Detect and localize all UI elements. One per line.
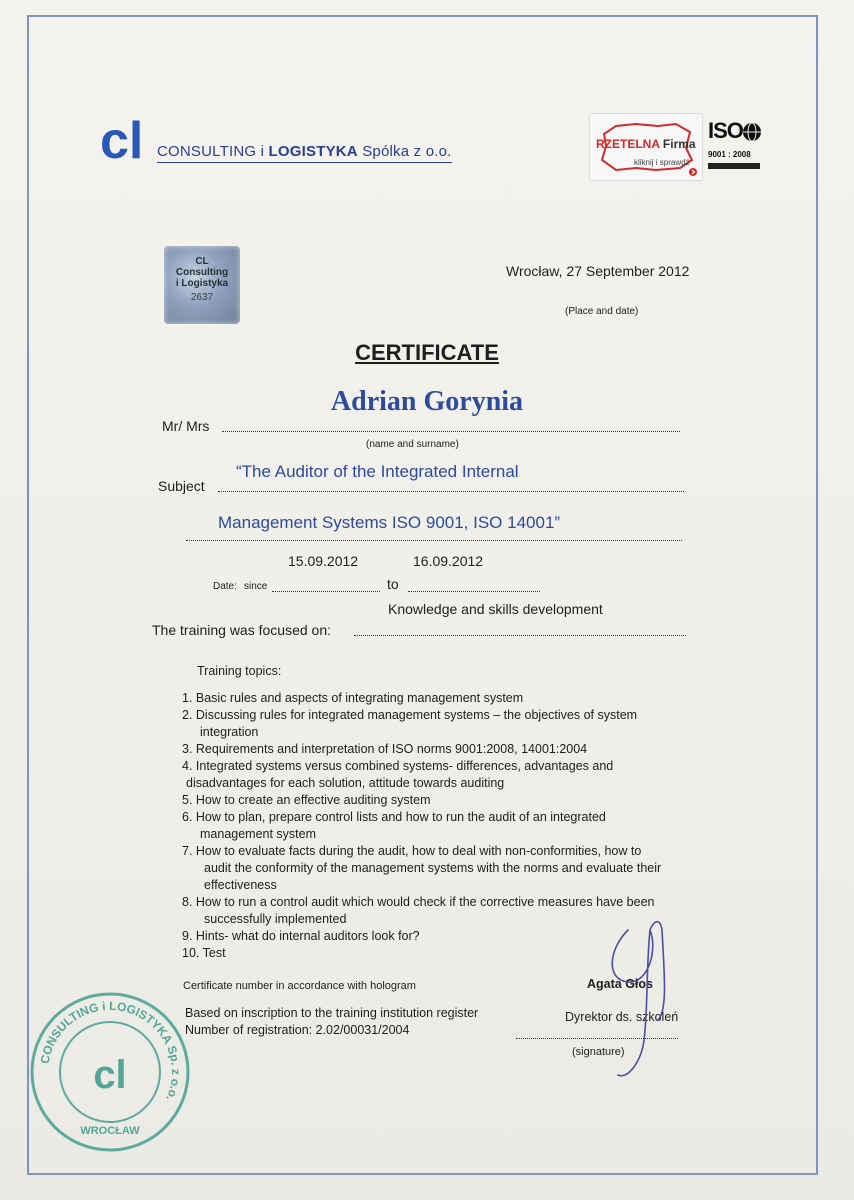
- iso-bar: [708, 163, 760, 169]
- date-to-label: to: [387, 576, 399, 592]
- list-item: audit the conformity of the management systems with the norms and evaluate their: [204, 861, 662, 875]
- focus-label: The training was focused on:: [152, 622, 331, 638]
- rzetelna-subtitle: kliknij i sprawdź: [634, 158, 690, 167]
- list-item: 1. Basic rules and aspects of integrating management system: [182, 691, 524, 705]
- signer-name: Agata Głos: [587, 977, 653, 991]
- hologram-line: CL: [195, 256, 209, 267]
- place-and-date: Wrocław, 27 September 2012: [506, 263, 690, 279]
- list-item: 10. Test: [182, 946, 226, 960]
- certificate-title: CERTIFICATE: [355, 340, 499, 365]
- date-since-label: since: [244, 581, 268, 592]
- globe-icon: [742, 122, 762, 142]
- date-from: 15.09.2012: [288, 553, 359, 569]
- date-label: Date:: [213, 581, 237, 592]
- hologram-line: Consulting: [175, 267, 229, 278]
- list-item: 6. How to plan, prepare control lists and how to run the audit of an integrated: [182, 810, 606, 824]
- company-name-part: LOGISTYKA: [268, 143, 358, 160]
- list-item: 5. How to create an effective auditing system: [182, 793, 431, 807]
- company-name-part: CONSULTING: [157, 143, 257, 160]
- list-item: integration: [200, 725, 259, 739]
- hologram-note: Certificate number in accordance with hologram: [183, 980, 416, 992]
- hologram-number: 2637: [190, 292, 214, 303]
- handwritten-signature: [598, 910, 678, 1090]
- hologram-line: i Logistyka: [175, 278, 229, 289]
- list-item: 4. Integrated systems versus combined systems- differences, advantages and: [182, 759, 614, 773]
- place-and-date-label: (Place and date): [565, 306, 639, 317]
- stamp-city: WROCŁAW: [80, 1125, 140, 1137]
- subject-line2: Management Systems ISO 9001, ISO 14001”: [218, 513, 561, 532]
- company-name-part: Spólka z o.o.: [362, 143, 452, 160]
- rzetelna-title: RZETELNA Firma: [596, 137, 696, 151]
- list-item: effectiveness: [204, 878, 277, 892]
- list-item: successfully implemented: [204, 912, 347, 926]
- date-to: 16.09.2012: [413, 553, 484, 569]
- company-logo-text: cl: [100, 112, 144, 168]
- recipient-name: Adrian Gorynia: [330, 386, 524, 417]
- company-name-part: i: [260, 143, 265, 160]
- red-arrow-icon: [689, 168, 697, 176]
- list-item: 8. How to run a control audit which would check if the corrective measures have been: [182, 895, 655, 909]
- list-item: 3. Requirements and interpretation of ISO norms 9001:2008, 14001:2004: [182, 742, 588, 756]
- register-line1: Based on inscription to the training institution register: [185, 1006, 479, 1020]
- stamp-ring-text: CONSULTING i LOGISTYKA Sp. z o.o.: [37, 998, 184, 1104]
- iso-certification-badge: [708, 118, 764, 174]
- iso-year: 9001 : 2008: [708, 150, 751, 159]
- signature-label: (signature): [572, 1046, 625, 1058]
- company-logo-icon: [100, 112, 148, 168]
- subject-label: Subject: [158, 478, 205, 494]
- subject-dotted-line2: [186, 539, 682, 541]
- list-item: 2. Discussing rules for integrated management systems – the objectives of system: [182, 708, 638, 722]
- subject-dotted-line1: [218, 490, 684, 492]
- focus-dotted-line: [354, 634, 686, 636]
- iso-title: ISO: [708, 118, 743, 143]
- stamp-center-logo: cl: [93, 1053, 127, 1097]
- register-line2: Number of registration: 2.02/00031/2004: [185, 1023, 410, 1037]
- date-from-dotted-line: [272, 590, 380, 592]
- date-to-dotted-line: [408, 590, 540, 592]
- company-stamp-icon: [26, 988, 194, 1156]
- list-item: disadvantages for each solution, attitude towards auditing: [186, 776, 505, 790]
- hologram-sticker: [164, 246, 240, 324]
- recipient-prefix: Mr/ Mrs: [162, 418, 210, 434]
- subject-line1: “The Auditor of the Integrated Internal: [236, 462, 519, 481]
- focus-value: Knowledge and skills development: [388, 601, 603, 617]
- name-label: (name and surname): [366, 439, 459, 450]
- company-name: [157, 143, 452, 163]
- name-dotted-line: [222, 430, 680, 432]
- list-item: 7. How to evaluate facts during the audit, how to deal with non-conformities, how to: [182, 844, 642, 858]
- list-item: 9. Hints- what do internal auditors look for?: [182, 929, 420, 943]
- signer-title: Dyrektor ds. szkoleń: [565, 1010, 679, 1024]
- topics-heading: Training topics:: [197, 664, 282, 678]
- rzetelna-firma-badge: [589, 113, 703, 181]
- list-item: management system: [200, 827, 317, 841]
